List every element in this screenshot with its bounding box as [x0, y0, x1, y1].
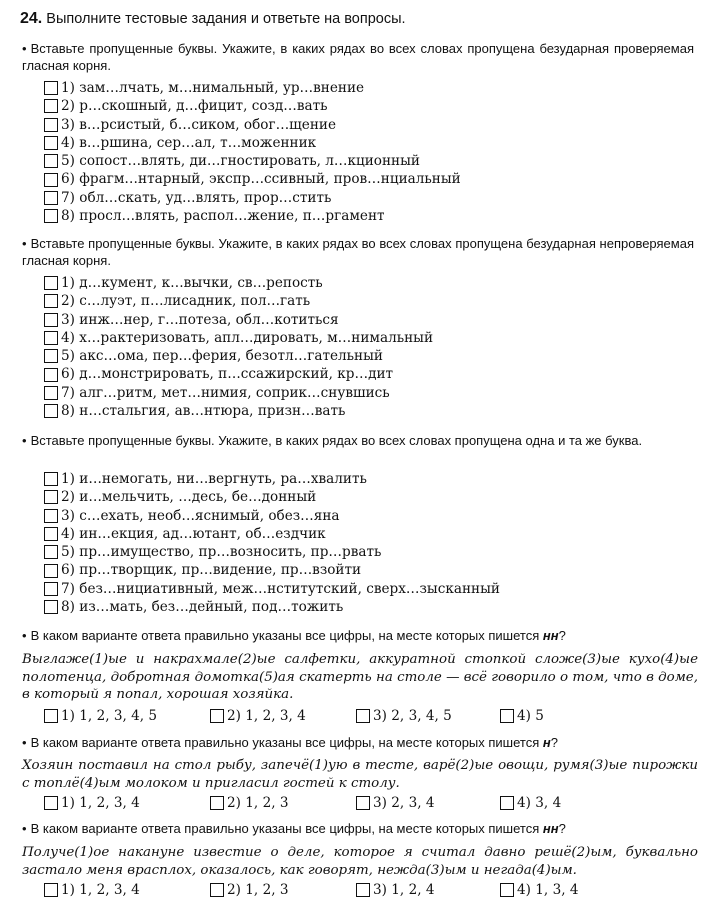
checkbox[interactable]: [44, 564, 58, 578]
q3-option-8[interactable]: 8) из…мать, без…дейный, под…тожить: [44, 598, 500, 616]
checkbox[interactable]: [44, 173, 58, 187]
task-number: 24.: [20, 10, 43, 27]
q6-answer-4[interactable]: 4) 1, 3, 4: [500, 881, 579, 899]
q2-option-8[interactable]: 8) н…стальгия, ав…нтюра, призн…вать: [44, 402, 433, 420]
checkbox[interactable]: [44, 294, 58, 308]
q4-answer-3[interactable]: 3) 2, 3, 4, 5: [356, 707, 452, 725]
q3-option-4[interactable]: 4) ин…екция, ад…ютант, об…ездчик: [44, 525, 500, 543]
q4-answer-4[interactable]: 4) 5: [500, 707, 544, 725]
checkbox[interactable]: [44, 154, 58, 168]
q1-option-5[interactable]: 5) сопост…влять, ди…гностировать, л…кционный: [44, 152, 461, 170]
q1-option-6[interactable]: 6) фрагм…нтарный, экспр…ссивный, пров…нциальный: [44, 170, 461, 188]
question-2-options: [44, 274, 433, 420]
question-6-text: Получе(1)ое накануне известие о деле, которое я считал давно решё(2)ым, буквально застало меня врасплох, оказалось, как говорят, нежда(3)ым и негада(4)ым.: [22, 845, 698, 878]
q2-option-5[interactable]: 5) акс…ома, пер…ферия, безотл…гательный: [44, 347, 433, 365]
checkbox[interactable]: [44, 509, 58, 523]
question-1-options: [44, 79, 461, 225]
checkbox[interactable]: [44, 136, 58, 150]
question-5-text: Хозяин поставил на стол рыбу, запечё(1)ую в тесте, варё(2)ые овощи, румя(3)ые пирожки с топлё(4)ым молоком и пригласил гостей к столу.: [22, 758, 698, 791]
question-6-instruction: • В каком варианте ответа правильно указаны все цифры, на месте которых пишется нн?: [22, 821, 566, 836]
q6-answer-3[interactable]: 3) 1, 2, 4: [356, 881, 435, 899]
q2-option-6[interactable]: 6) д…монстрировать, п…ссажирский, кр…дит: [44, 365, 433, 383]
checkbox[interactable]: [210, 709, 224, 723]
q3-option-7[interactable]: 7) без…нициативный, меж…нститутский, сверх…зысканный: [44, 580, 500, 598]
q5-answer-4[interactable]: 4) 3, 4: [500, 794, 561, 812]
q1-option-2[interactable]: 2) р…скошный, д…фицит, созд…вать: [44, 97, 461, 115]
checkbox[interactable]: [44, 600, 58, 614]
checkbox[interactable]: [356, 709, 370, 723]
question-4-instruction: • В каком варианте ответа правильно указаны все цифры, на месте которых пишется нн?: [22, 628, 566, 643]
checkbox[interactable]: [44, 796, 58, 810]
checkbox[interactable]: [44, 490, 58, 504]
checkbox[interactable]: [44, 527, 58, 541]
checkbox[interactable]: [210, 883, 224, 897]
q1-option-7[interactable]: 7) обл…скать, уд…влять, прор…стить: [44, 189, 461, 207]
q1-option-8[interactable]: 8) просл…влять, распол…жение, п…ргамент: [44, 207, 461, 225]
question-1-instruction: • Вставьте пропущенные буквы. Укажите, в каких рядах во всех словах пропущена безударная проверяемая гласная корня.: [22, 41, 694, 73]
checkbox[interactable]: [356, 883, 370, 897]
checkbox[interactable]: [44, 386, 58, 400]
checkbox[interactable]: [500, 883, 514, 897]
q6-answer-2[interactable]: 2) 1, 2, 3: [210, 881, 289, 899]
q2-option-2[interactable]: 2) с…луэт, п…лисадник, пол…гать: [44, 292, 433, 310]
checkbox[interactable]: [356, 796, 370, 810]
checkbox[interactable]: [44, 404, 58, 418]
checkbox[interactable]: [44, 313, 58, 327]
checkbox[interactable]: [44, 276, 58, 290]
q1-option-4[interactable]: 4) в…ршина, сер…ал, т…моженник: [44, 134, 461, 152]
checkbox[interactable]: [44, 81, 58, 95]
q2-option-7[interactable]: 7) алг…ритм, мет…нимия, соприк…снувшись: [44, 384, 433, 402]
checkbox[interactable]: [44, 582, 58, 596]
q3-option-3[interactable]: 3) с…ехать, необ…яснимый, обез…яна: [44, 507, 500, 525]
checkbox[interactable]: [210, 796, 224, 810]
checkbox[interactable]: [500, 709, 514, 723]
checkbox[interactable]: [44, 118, 58, 132]
checkbox[interactable]: [44, 209, 58, 223]
checkbox[interactable]: [44, 883, 58, 897]
checkbox[interactable]: [44, 368, 58, 382]
q4-answer-1[interactable]: 1) 1, 2, 3, 4, 5: [44, 707, 157, 725]
question-4-text: Выглаже(1)ые и накрахмале(2)ые салфетки, аккуратной стопкой сложе(3)ые кухо(4)ые полотенца, добротная домотка(5)ая скатерть на столе — всё говорило о том, что в доме, в который я попал, хорошая хозяйка.: [22, 652, 698, 703]
question-4-answers: [0, 707, 713, 725]
task-heading: [20, 10, 406, 28]
q2-option-3[interactable]: 3) инж…нер, г…потеза, обл…котиться: [44, 311, 433, 329]
q4-answer-2[interactable]: 2) 1, 2, 3, 4: [210, 707, 306, 725]
checkbox[interactable]: [44, 191, 58, 205]
checkbox[interactable]: [44, 545, 58, 559]
question-5-instruction: • В каком варианте ответа правильно указаны все цифры, на месте которых пишется н?: [22, 735, 558, 750]
q6-answer-1[interactable]: 1) 1, 2, 3, 4: [44, 881, 140, 899]
task-title: Выполните тестовые задания и ответьте на вопросы.: [46, 11, 406, 27]
q3-option-1[interactable]: 1) и…немогать, ни…вергнуть, ра…хвалить: [44, 470, 500, 488]
question-3-options: [44, 470, 500, 616]
q2-option-4[interactable]: 4) х…рактеризовать, апл…дировать, м…нимальный: [44, 329, 433, 347]
checkbox[interactable]: [500, 796, 514, 810]
question-6-answers: [0, 881, 713, 899]
question-3-instruction: • Вставьте пропущенные буквы. Укажите, в каких рядах во всех словах пропущена одна и та же буква.: [22, 433, 643, 448]
checkbox[interactable]: [44, 331, 58, 345]
checkbox[interactable]: [44, 349, 58, 363]
question-5-answers: [0, 794, 713, 812]
checkbox[interactable]: [44, 472, 58, 486]
q3-option-5[interactable]: 5) пр…имущество, пр…возносить, пр…рвать: [44, 543, 500, 561]
checkbox[interactable]: [44, 99, 58, 113]
q3-option-6[interactable]: 6) пр…творщик, пр…видение, пр…взойти: [44, 561, 500, 579]
q2-option-1[interactable]: 1) д…кумент, к…вычки, св…репость: [44, 274, 433, 292]
q5-answer-2[interactable]: 2) 1, 2, 3: [210, 794, 289, 812]
q1-option-1[interactable]: 1) зам…лчать, м…нимальный, ур…внение: [44, 79, 461, 97]
checkbox[interactable]: [44, 709, 58, 723]
q5-answer-3[interactable]: 3) 2, 3, 4: [356, 794, 435, 812]
q3-option-2[interactable]: 2) и…мельчить, …десь, бе…донный: [44, 488, 500, 506]
question-2-instruction: • Вставьте пропущенные буквы. Укажите, в каких рядах во всех словах пропущена безударная непроверяемая гласная корня.: [22, 236, 694, 268]
q1-option-3[interactable]: 3) в…рсистый, б…сиком, обог…щение: [44, 116, 461, 134]
q5-answer-1[interactable]: 1) 1, 2, 3, 4: [44, 794, 140, 812]
